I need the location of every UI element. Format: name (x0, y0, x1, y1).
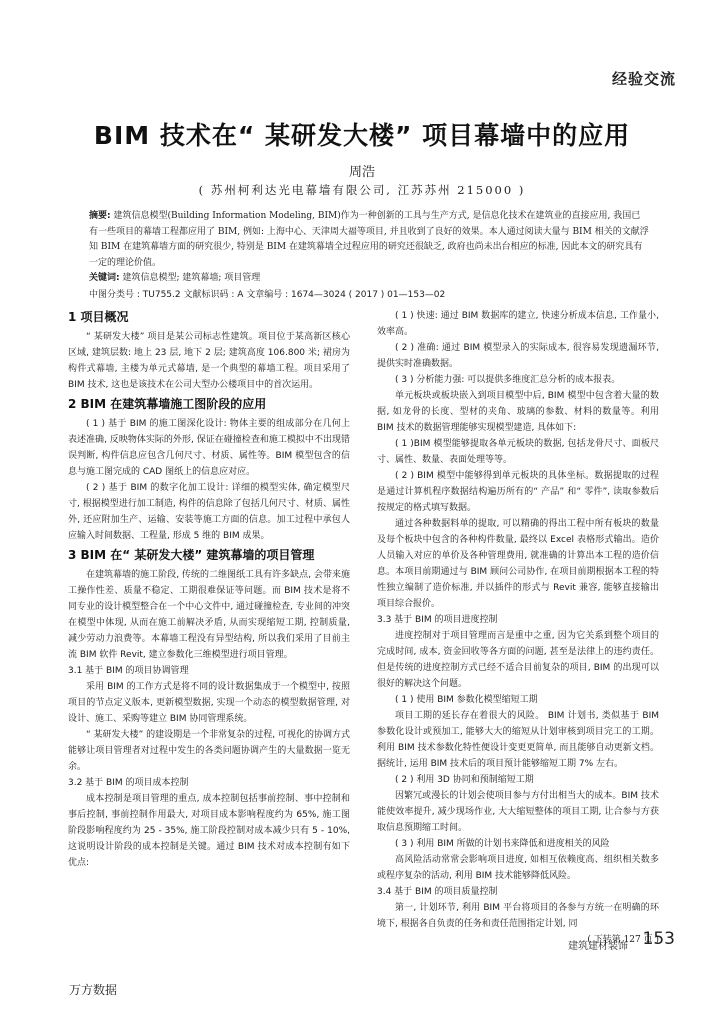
paragraph: 成本控制是项目管理的重点, 成本控制包括事前控制、事中控制和事后控制, 事前控制作用最大, 对项目成本影响程度约为 65%, 施工图阶段影响程度约为 25 - 35%, 施工阶段控制对成本减少只有 5 - 10%, 这说明设计阶段的成本控制是关键。通过 BIM 技术对成本控制有如下优点: (68, 794, 350, 868)
paragraph: ( 2 ) 利用 3D 协同和预制缩短工期 (395, 775, 534, 785)
section-label: 经验交流 (611, 70, 676, 88)
author-affiliation: ( 苏州柯利达光电幕墙有限公司, 江苏苏州 215000 ) (198, 183, 526, 197)
paragraph: 高风险活动常常会影响项目进度, 如相互依赖度高、组织相关数多或程序复杂的活动, 利用 BIM 技术能够降低风险。 (377, 855, 659, 881)
paragraph: ( 3 ) 分析能力强: 可以提供多维度汇总分析的成本报表。 (395, 375, 621, 385)
heading-construction-drawing: 2 BIM 在建筑幕墙施工图阶段的应用 (68, 397, 267, 411)
paragraph: “ 某研发大楼” 项目是某公司标志性建筑。项目位于某高新区核心区域, 建筑层数: 地上 23 层, 地下 2 层; 建筑高度 106.800 米; 裙房为构件式幕墙, 主楼为单元式幕墙, 是一个典型的幕墙工程。项目采用了 BIM 技术, 这也是该技术在公司大型办公楼项目中的首次运用。 (68, 332, 350, 390)
paragraph: ( 2 ) BIM 模型中能够得到单元板块的具体坐标。数据提取的过程是通过计算机程序数据结构遍历所有的“ 产品” 和“ 零件”, 读取参数后按规定的格式填写数据。 (377, 471, 659, 513)
keywords (89, 271, 649, 287)
subheading-coordination: 3.1 基于 BIM 的项目协调管理 (68, 666, 189, 676)
source-watermark: 万方数据 (69, 983, 118, 997)
heading-project-overview: 1 项目概况 (68, 310, 129, 324)
paragraph: ( 1 ) 基于 BIM 的施工图深化设计: 物体主要的组成部分在几何上表述准确, 反映物体实际的外形, 保证在碰撞检查和施工模拟中不出现错误判断, 构件信息应包含几何尺寸、材质、属性等。BIM 模型包含的信息与施工图完成的 CAD 图纸上的信息应对应。 (68, 419, 350, 477)
subheading-schedule-control: 3.3 基于 BIM 的项目进度控制 (377, 615, 498, 625)
author-name: 周浩 (348, 165, 375, 180)
keywords-text: 建筑信息模型; 建筑幕墙; 项目管理 (122, 273, 261, 283)
paragraph: 在建筑幕墙的施工阶段, 传统的二维图纸工具有许多缺点, 会带来施工操作性差、质量不稳定、工期很难保证等问题。而 BIM 技术是将不同专业的设计模型整合在一个中心文件中, 通过碰撞检查, 专业间的冲突在模型中体现, 从而在施工前解决矛盾, 从而实现缩短工期, 控制质量, 减少劳动力浪费等。本幕墙工程没有异型结构, 所以我们采用了目前主流 BIM 软件 Revit, 建立参数化三维模型进行项目管理。 (68, 570, 350, 660)
classification-line: 中图分类号 : TU755.2 文献标识码 : A 文章编号 : 1674—3024 ( 2017 ) 01—153—02 (89, 289, 446, 300)
paragraph: “ 某研发大楼” 的建设期是一个非常复杂的过程, 可视化的协调方式能够让项目管理者对过程中发生的各类问题协调产生的大量数据一览无余。 (68, 730, 350, 772)
subheading-cost-control: 3.2 基于 BIM 的项目成本控制 (68, 778, 189, 788)
paragraph: 项目工期的延长存在着很大的风险。 BIM 计划书, 类似基于 BIM 参数化设计或预加工, 能够大大的缩短从计划审核到项目完工的工期。利用 BIM 技术参数化特性便设计变更更简单, 而且能够自动更新文档。据统计, 运用 BIM 技术后的项目预计能够缩短工期 7% 左右。 (377, 711, 659, 769)
abstract-block (89, 209, 649, 303)
paragraph: 采用 BIM 的工作方式是将不同的设计数据集成于一个模型中, 按照项目的节点定义版本, 更新模型数据, 实现一个动态的模型数据管理, 对设计、施工、采购等建立 BIM 协同管理系统。 (68, 682, 350, 724)
footer-journal-name: 建筑建材装饰 (568, 941, 628, 952)
abstract-label: 摘要: (89, 211, 111, 221)
paragraph: ( 2 ) 基于 BIM 的数字化加工设计: 详细的模型实体, 确定模型尺寸, 根据模型进行加工制造, 构件的信息除了包括几何尺寸、材质、属性外, 还应附加生产、运输、安装等施工方面的信息。加工过程中承包人应输入时间数据、工程量, 形成 5 维的 BIM 成果。 (68, 483, 350, 541)
left-column (68, 308, 350, 871)
paragraph: ( 3 ) 利用 BIM 所做的计划书来降低和进度相关的风险 (395, 839, 610, 849)
paragraph: ( 1 ) 使用 BIM 参数化模型缩短工期 (395, 695, 538, 705)
keywords-label: 关键词: (89, 273, 120, 283)
subheading-quality-control: 3.4 基于 BIM 的项目质量控制 (377, 887, 498, 897)
paragraph: 进度控制对于项目管理而言是重中之重, 因为它关系到整个项目的完成时间, 成本, 资金回收等各方面的问题, 甚至是法律上的违约责任。但是传统的进度控制方式已经不适合目前复杂的项目, BIM 的出现可以很好的解决这个问题。 (377, 631, 659, 689)
paragraph: 单元板块或板块嵌入到项目模型中后, BIM 模型中包含着大量的数据, 如龙骨的长度、型材的夹角、玻璃的参数、材料的数量等。利用 BIM 技术的数据管理能够实现模型建造, 具体如下: (377, 391, 659, 433)
paragraph: ( 1 ) 快速: 通过 BIM 数据库的建立, 快速分析成本信息, 工作量小, 效率高。 (377, 311, 659, 337)
paragraph: 因繁冗或漫长的计划会使项目参与方付出相当大的成本。BIM 技术能使效率提升, 减少现场作业, 大大缩短整体的项目工期, 让合参与方获取信息预期缩工时间。 (377, 791, 659, 833)
right-column (377, 308, 659, 948)
page-number: 153 (642, 929, 675, 949)
paragraph: 通过各种数据料单的提取, 可以精确的得出工程中所有板块的数量及每个板块中包含的各种构件数量, 最终以 Excel 表格形式输出。造价人员输入对应的单价及各种管理费用, 就准确的计算出本工程的造价信息。本项目前期通过与 BIM 顾问公司协作, 在项目前期根据本工程的特性独立编制了造价标准, 并以插件的形式与 Revit 兼容, 能够直接输出项目综合报价。 (377, 519, 659, 609)
paragraph: ( 1 )BIM 模型能够提取各单元板块的数据, 包括龙骨尺寸、面板尺寸、属性、数量、表面处理等等。 (377, 439, 659, 465)
continued-note: ( 下转第 127 页 ) (587, 935, 659, 945)
abstract-text: 建筑信息模型(Building Information Modeling, BIM)作为一种创新的工具与生产方式, 是信息化技术在建筑业的直接应用, 我国已有一些项目的幕墙工程都应用了 BIM, 例如: 上海中心、天津周大福等项目, 并且收到了良好的效果。本人通过阅读大量与 BIM 相关的文献浮知 BIM 在建筑幕墙方面的研究很少, 特别是 BIM 在建筑幕墙全过程应用的研究还很缺乏, 政府也尚未出台相应的标准, 因此本文的研究具有一定的理论价值。 (89, 211, 649, 268)
article-title: BIM 技术在“ 某研发大楼” 项目幕墙中的应用 (93, 121, 631, 150)
paragraph: 第一, 计划环节, 利用 BIM 平台将项目的各参与方统一在明确的环境下, 根据各自负责的任务和责任范围指定计划, 同 (377, 903, 659, 929)
paragraph: ( 2 ) 准确: 通过 BIM 模型录入的实际成本, 很容易发现遗漏环节, 提供实时准确数据。 (377, 343, 659, 369)
heading-project-management: 3 BIM 在“ 某研发大楼” 建筑幕墙的项目管理 (68, 548, 315, 562)
abstract (89, 209, 649, 271)
